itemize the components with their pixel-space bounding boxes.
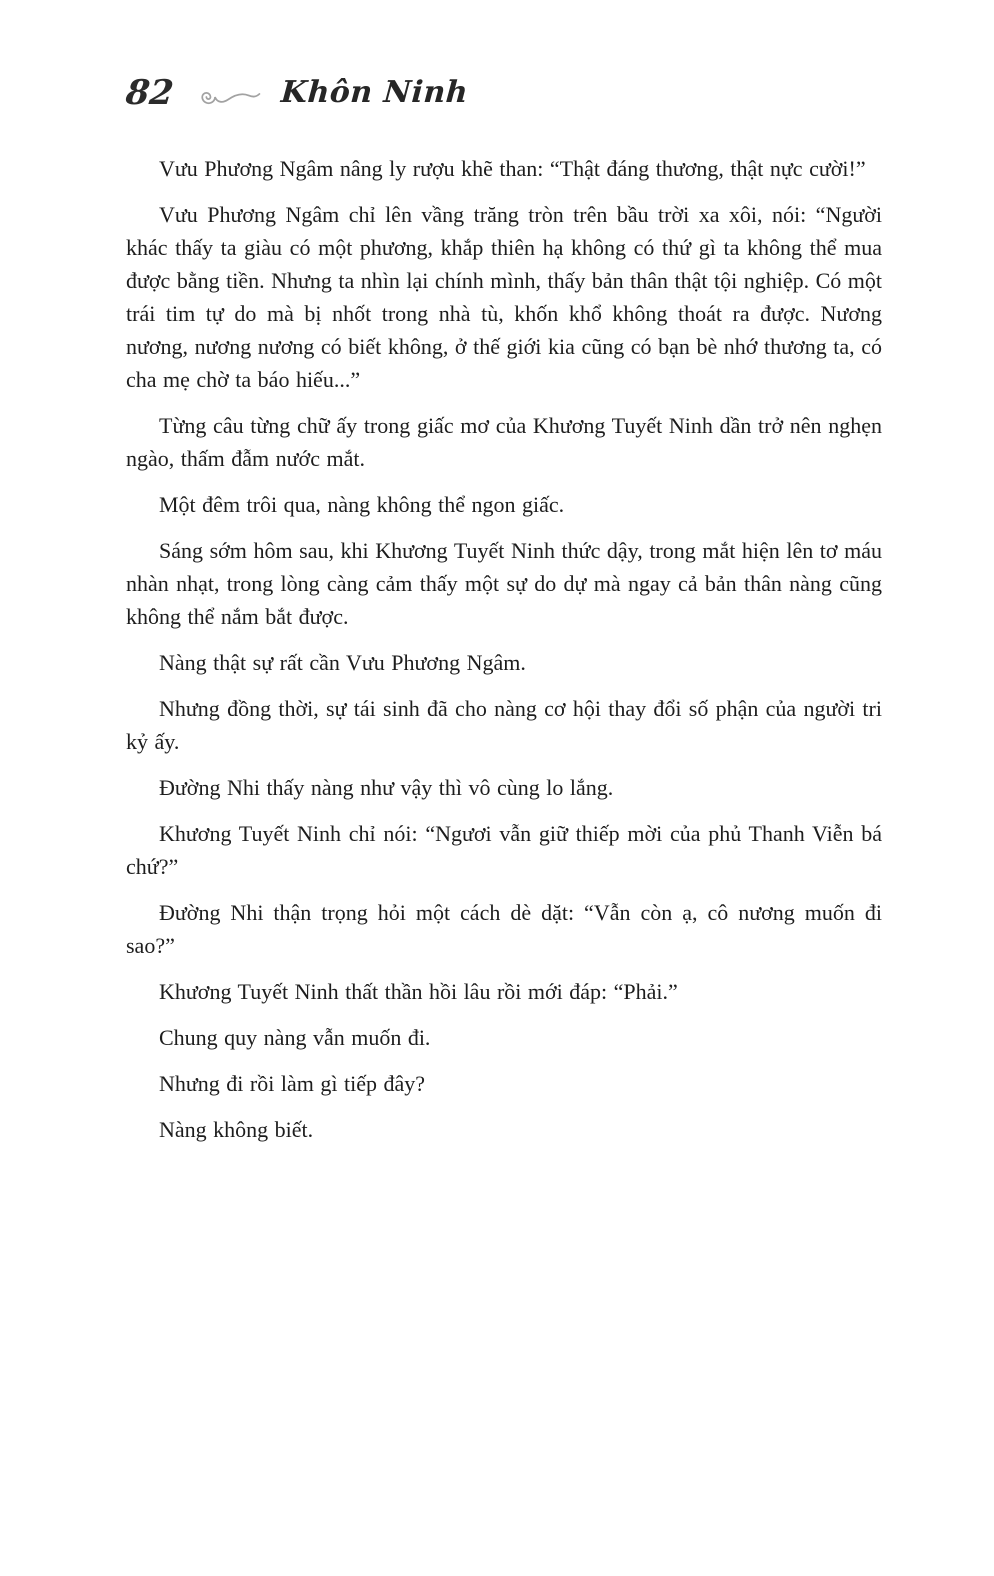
paragraph: Từng câu từng chữ ấy trong giấc mơ của Khương Tuyết Ninh dần trở nên nghẹn ngào, thấm đẫm nước mắt. bbox=[126, 413, 882, 471]
book-page bbox=[0, 73, 994, 1576]
paragraph: Đường Nhi thận trọng hỏi một cách dè dặt: “Vẫn còn ạ, cô nương muốn đi sao?” bbox=[126, 900, 882, 958]
book-title: Khôn Ninh bbox=[280, 75, 470, 110]
paragraph: Sáng sớm hôm sau, khi Khương Tuyết Ninh thức dậy, trong mắt hiện lên tơ máu nhàn nhạt, trong lòng càng cảm thấy một sự do dự mà ngay cả bản thân nàng cũng không thể nắm bắt được. bbox=[126, 538, 882, 629]
paragraph: Khương Tuyết Ninh thất thần hồi lâu rồi mới đáp: “Phải.” bbox=[159, 979, 678, 1004]
paragraph: Nhưng đồng thời, sự tái sinh đã cho nàng cơ hội thay đổi số phận của người tri kỷ ấy. bbox=[126, 696, 882, 754]
page-body bbox=[126, 152, 882, 1146]
swirl-ornament-icon bbox=[194, 82, 262, 110]
page-number: 82 bbox=[123, 73, 176, 113]
paragraph: Nhưng đi rồi làm gì tiếp đây? bbox=[159, 1071, 425, 1096]
paragraph: Chung quy nàng vẫn muốn đi. bbox=[159, 1025, 431, 1050]
paragraph: Nàng thật sự rất cần Vưu Phương Ngâm. bbox=[159, 650, 526, 675]
paragraph: Đường Nhi thấy nàng như vậy thì vô cùng lo lắng. bbox=[159, 775, 614, 800]
paragraph: Một đêm trôi qua, nàng không thể ngon giấc. bbox=[159, 492, 565, 517]
page-header bbox=[123, 73, 882, 113]
paragraph: Vưu Phương Ngâm chỉ lên vầng trăng tròn trên bầu trời xa xôi, nói: “Người khác thấy ta giàu có một phương, khắp thiên hạ không có thứ gì ta không thể mua được bằng tiền. Nhưng ta nhìn lại chính mình, thấy bản thân thật tội nghiệp. Có một trái tim tự do mà bị nhốt trong nhà tù, khốn khổ không thoát ra được. Nương nương, nương nương có biết không, ở thế giới kia cũng có bạn bè nhớ thương ta, có cha mẹ chờ ta báo hiếu...” bbox=[126, 202, 882, 392]
paragraph: Khương Tuyết Ninh chỉ nói: “Ngươi vẫn giữ thiếp mời của phủ Thanh Viễn bá chứ?” bbox=[126, 821, 882, 879]
paragraph: Nàng không biết. bbox=[159, 1117, 314, 1142]
paragraph: Vưu Phương Ngâm nâng ly rượu khẽ than: “Thật đáng thương, thật nực cười!” bbox=[159, 156, 866, 181]
